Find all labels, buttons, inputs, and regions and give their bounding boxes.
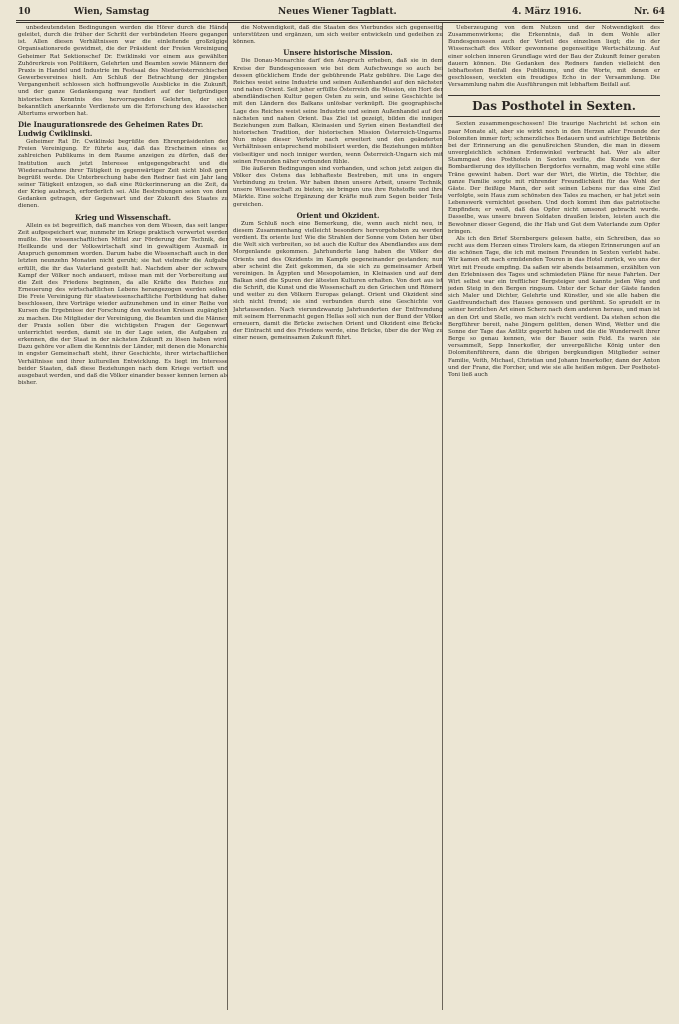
paragraph: die Notwendigkeit, daß die Staaten des Vierbundes sich gegenseitig unterstützen und ergänzen, um sich weiter entwickeln und gedeihen zu können. <box>233 25 443 46</box>
masthead-rule-secondary <box>16 22 664 23</box>
section-heading: Die Inaugurationsrede des Geheimen Rates Dr. Ludwig Cwiklinski. <box>18 120 204 139</box>
masthead <box>10 5 669 19</box>
section-heading: Krieg und Wissenschaft. <box>74 212 172 222</box>
masthead-rule <box>16 20 664 21</box>
newspaper-title: Neues Wiener Tagblatt. <box>278 7 397 17</box>
paragraph: Die Donau-Monarchie darf den Anspruch erheben, daß sie in dem Kreise der Bundesgenossen wie bei dem Aufschwunge so auch bei dessen glücklichem Ende der gebührende Platz gebühre. Die Lage des Reiches weist seine Industrie und seinen Außenhandel auf den nächsten und nahen Orient. Seit jeher erfüllte Österreich die Mission, ein Hort der abendländischen Kultur gegen Osten zu sein, und seine Geschichte ist mit den Ländern des Balkans unlösbar verknüpft. Die geographische Lage des Reiches weist seine Industrie und seinen Außenhandel auf den nächsten und nahen Orient. Das Ziel ist gezeigt, bilden die innigen Beziehungen zum Balkan, Kleinasien und Syrien einen Bestandteil der historischen Tradition, der historischen Mission Österreich-Ungarns. Nun möge dieser Verkehr nach erweitert und den geänderten Verhältnissen entsprechend mobilisiert werden, die Beziehungen müßten vielseitiger und noch inniger werden, wenn Österreich-Ungarn sich mit seinen Freunden näher verbunden fühle. <box>233 58 443 165</box>
section-heading: Unsere historische Mission. <box>283 48 393 58</box>
paragraph: Allein es ist begreiflich, daß manches von dem Wissen, das seit langer Zeit aufgespeichert war, nunmehr im Kriege praktisch verwertet werden mußte. Die wissenschaftlichen Mittel zur Förderung der Technik, der Heilkunde und der Volkswirtschaft sind in gewaltigem Ausmaß in Anspruch genommen worden. Darum habe die Wissenschaft auch in den letzten neunzehn Monaten nicht geruht; sie hat vielmehr die Aufgabe erfüllt, die ihr das Vaterland gestellt hat. Nachdem aber der schwere Kampf der Völker noch andauert, müsse man mit der Vorbereitung auf die Zeit des Friedens beginnen, da alle Kräfte des Reiches zur Erneuerung des wirtschaftlichen Lebens herangezogen werden sollen. Die Freie Vereinigung für staatswissenschaftliche Fortbildung hat daher beschlossen, ihre Vorträge wieder aufzunehmen und in einer Reihe von Kursen die Ergebnisse der Forschung den weitesten Kreisen zugänglich zu machen. Die Mitglieder der Vereinigung, die Beamten und die Männer der Praxis sollen über die wichtigsten Fragen der Gegenwart unterrichtet werden, damit sie in der Lage seien, die Aufgaben zu erkennen, die der Staat in der nächsten Zukunft zu lösen haben wird. Dazu gehöre vor allem die Kenntnis der Länder, mit denen die Monarchie in engster Gemeinschaft steht, ihrer Geschichte, ihrer wirtschaftlichen Verhältnisse und ihrer kulturellen Entwicklung. Es liegt im Interesse beider Staaten, daß diese Beziehungen nach dem Kriege vertieft und ausgebaut werden, und daß die Völker einander besser kennen lernen als bisher. <box>18 222 228 387</box>
column-3 <box>448 25 660 1010</box>
paragraph: Zum Schluß noch eine Bemerkung, die, wenn auch nicht neu, in diesem Zusammenhang vielleicht besonders hervorgehoben zu werden verdient. Ex oriente lux! Wie die Strahlen der Sonne vom Osten her über die Welt sich verbreiten, so ist auch die Kultur des Abendlandes aus dem Morgenlande gekommen. Jahrhunderte lang haben die Völker des Orients und des Okzidents im Kampfe gegeneinander gestanden; nun aber scheint die Zeit gekommen, da sie sich zu gemeinsamer Arbeit vereinigen. In Ägypten und Mesopotamien, in Kleinasien und auf dem Balkan sind die Spuren der ältesten Kulturen erhalten. Von dort aus ist die Schrift, die Kunst und die Wissenschaft zu den Griechen und Römern und weiter zu den Völkern Europas gelangt. Orient und Okzident sind sich nicht fremd; sie sind verbunden durch eine Geschichte von Jahrtausenden. Nach vierundzwanzig Jahrhunderten der Entfremdung mit seinem Herrenmacht gegen Hellas soll sich nun der Bund der Völker erneuern, damit die Brücke zwischen Orient und Okzident eine Brücke der Eintracht und des Friedens werde, eine Brücke, über die der Weg zu einer neuen, gemeinsamen Zukunft führt. <box>233 220 443 342</box>
paragraph: Als ich den Brief Sternbergers gelesen hatte, ein Schreiben, das so recht aus dem Herzen eines Tirolers kam, da stiegen Erinnerungen auf an die schönen Tage, die ich mit meinen Freunden in Sexten verlebt habe. Wir kamen oft nach ermüdenden Touren in das Hotel zurück, wo uns der Wirt mit Freude empfing. Da saßen wir abends beisammen, erzählten von den Erlebnissen des Tages und schmiedeten Pläne für neue Fahrten. Der Wirt selbst war ein trefflicher Bergsteiger und kannte jeden Weg und jeden Steig in den Bergen ringsum. Unter der Schar der Gäste fanden sich Maler und Dichter, Gelehrte und Künstler, und sie alle haben die Gastfreundschaft des Hauses genossen und gerühmt. So sprudelt er in seiner herzlichen Art einen Scherz nach dem anderen heraus, und man ist an den Ort und Stelle, wo man sich's recht verdient. Da stehen schon die Bergführer bereit, nahe Jüngern gelitten, denen Wind, Wetter und die Sonne der Tage das Antlitz gegerbt haben und die die Wunderwelt ihrer Berge so genau kennen, wie der Bauer sein Feld. Es waren sie versammelt, Sepp Innerkofler, der unvergeßliche König unter den Dolomitenführern, dann die übrigen bergkundigen Mitglieder seiner Familie, Veith, Michael, Christian und Johann Innerkofler, dann der Anton und der Franz, die Forcher, und wie sie alle heißen mögen. Der Posthotel-Toni ließ auch <box>448 235 660 378</box>
page-number: 10 <box>18 7 31 17</box>
section-heading: Orient und Okzident. <box>296 210 380 220</box>
paragraph: Sexten zusammengeschossen! Die traurige Nachricht ist schon ein paar Monate alt, aber sie wirkt noch in den Herzen aller Freunde der Dolomiten immer fort; schmerzliches Bedauern und aufrichtige Betrübnis bei der Erinnerung an die genußreichen Stunden, die man in diesem unvergleichlich schönen Erdenwinkel verbracht hat. Wer als alter Stammgast des Posthotels in Sexten weilte, die Kunde von der Bombardierung des idyllischen Bergdorfes vernahm, mag wohl eine stille Träne geweint haben. Dort war der Wirt, die Wirtin, die Töchter, die ganze Familie sorgte mit rührender Freundlichkeit für das Wohl der Gäste. Der fleißige Mann, der seit seinen Lebens nur das eine Ziel verfolgte, sein Haus zum schönsten des Tales zu machen, er hat jetzt sein Lebenswerk vernichtet gesehen. Und doch kommt ihm das patriotische Empfinden; er weiß, daß das Opfer nicht umsonst gebracht wurde. Dasselbe, was unsere braven Soldaten draußen leisten, leisten auch die Bewohner dieser Gegend, die ihr Hab und Gut dem Vaterlande zum Opfer bringen. <box>448 121 660 235</box>
paragraph: unbedeutendsten Bedingungen werden die Hörer durch die Hände geleitet, durch die früher der Schritt der verbündeten Heere gegangen ist. Allen diesen Verhältnissen war die einleitende großzügige Organisationsrede gewidmet, die der Präsident der Freien Vereinigung Geheimer Rat Sektionschef Dr. Ewiklinski vor einem aus gewählten Zuhörerkreis von Politikern, Gelehrten und Beamten sowie Männern der Praxis in Handel und Industrie im Festsaal des Niederösterreichischen Gewerbevereines hielt. Am Schluß der Betrachtung der jüngsten Vergangenheit schlossen sich hoffnungsvolle Ausblicke in die Zukunft, und der ganze Gedankengang war fundiert auf der tiefgründigen historischen Kenntnis des hervorragenden Gelehrten, der sich bekanntlich anerkannte Verdienste um die Erforschung des klassischen Altertums erworben hat. <box>18 25 228 117</box>
paragraph: Geheimer Rat Dr. Cwiklinski begrüßte den Ehrenpräsidenten der Freien Vereinigung. Er führte aus, daß das Erscheinen eines so zahlreichen Publikums in dem Raume anzeigen zu dürfen, daß der Institution auch jetzt Interesse entgegengebracht und die Wiederaufnahme ihrer Tätigkeit in gegenwärtiger Zeit nicht bloß gern begrüßt werde. Die Unterbrechung habe den Redner fast ein Jahr lang seiner Tätigkeit entzogen, so daß eine Rückerinnerung an die Zeit, da der Krieg ausbrach, erforderlich sei. Alle Bestrebungen seien von dem Gedanken getragen, der Gegenwart und der Zukunft des Staates zu dienen. <box>18 139 228 210</box>
issue-date: 4. März 1916. <box>512 7 582 17</box>
column-2 <box>233 25 443 1010</box>
paragraph: Ueberzeugung von dem Nutzen und der Notwendigkeit des Zusammenwirkens; die Erkenntnis, daß in dem Wohle aller Bundesgenossen auch der Vorteil des einzelnen liegt; die in der Wissenschaft des Völker gewonnene gegenseitige Wertschätzung. Auf einer solchen inneren Grundlage wird der Bau der Zukunft feiner geraten dauern können. Die Gedanken des Redners fanden vielleicht den lebhaftesten Beifall des Publikums, und die Worte, mit denen er geschlossen, weckten ein freudiges Echo in der Versammlung. Die Versammlung nahm die Ausführungen mit lebhaftem Beifall auf. <box>448 25 660 89</box>
weekday-location: Wien, Samstag <box>74 7 150 17</box>
article-headline: Das Posthotel in Sexten. <box>448 95 660 117</box>
column-1 <box>18 25 228 1010</box>
paragraph: Die äußeren Bedingungen sind vorhanden, und schon jetzt zeigen die Völker des Ostens das lebhafteste Bestreben, mit uns in engere Verbindung zu treten. Wir haben ihnen unsere Arbeit, unsere Technik, unsere Wissenschaft zu bieten; sie bringen uns ihre Rohstoffe und ihre Märkte. Eine solche Ergänzung der Kräfte muß zum Segen beider Teile gereichen. <box>233 165 443 208</box>
issue-number: Nr. 64 <box>634 7 665 17</box>
